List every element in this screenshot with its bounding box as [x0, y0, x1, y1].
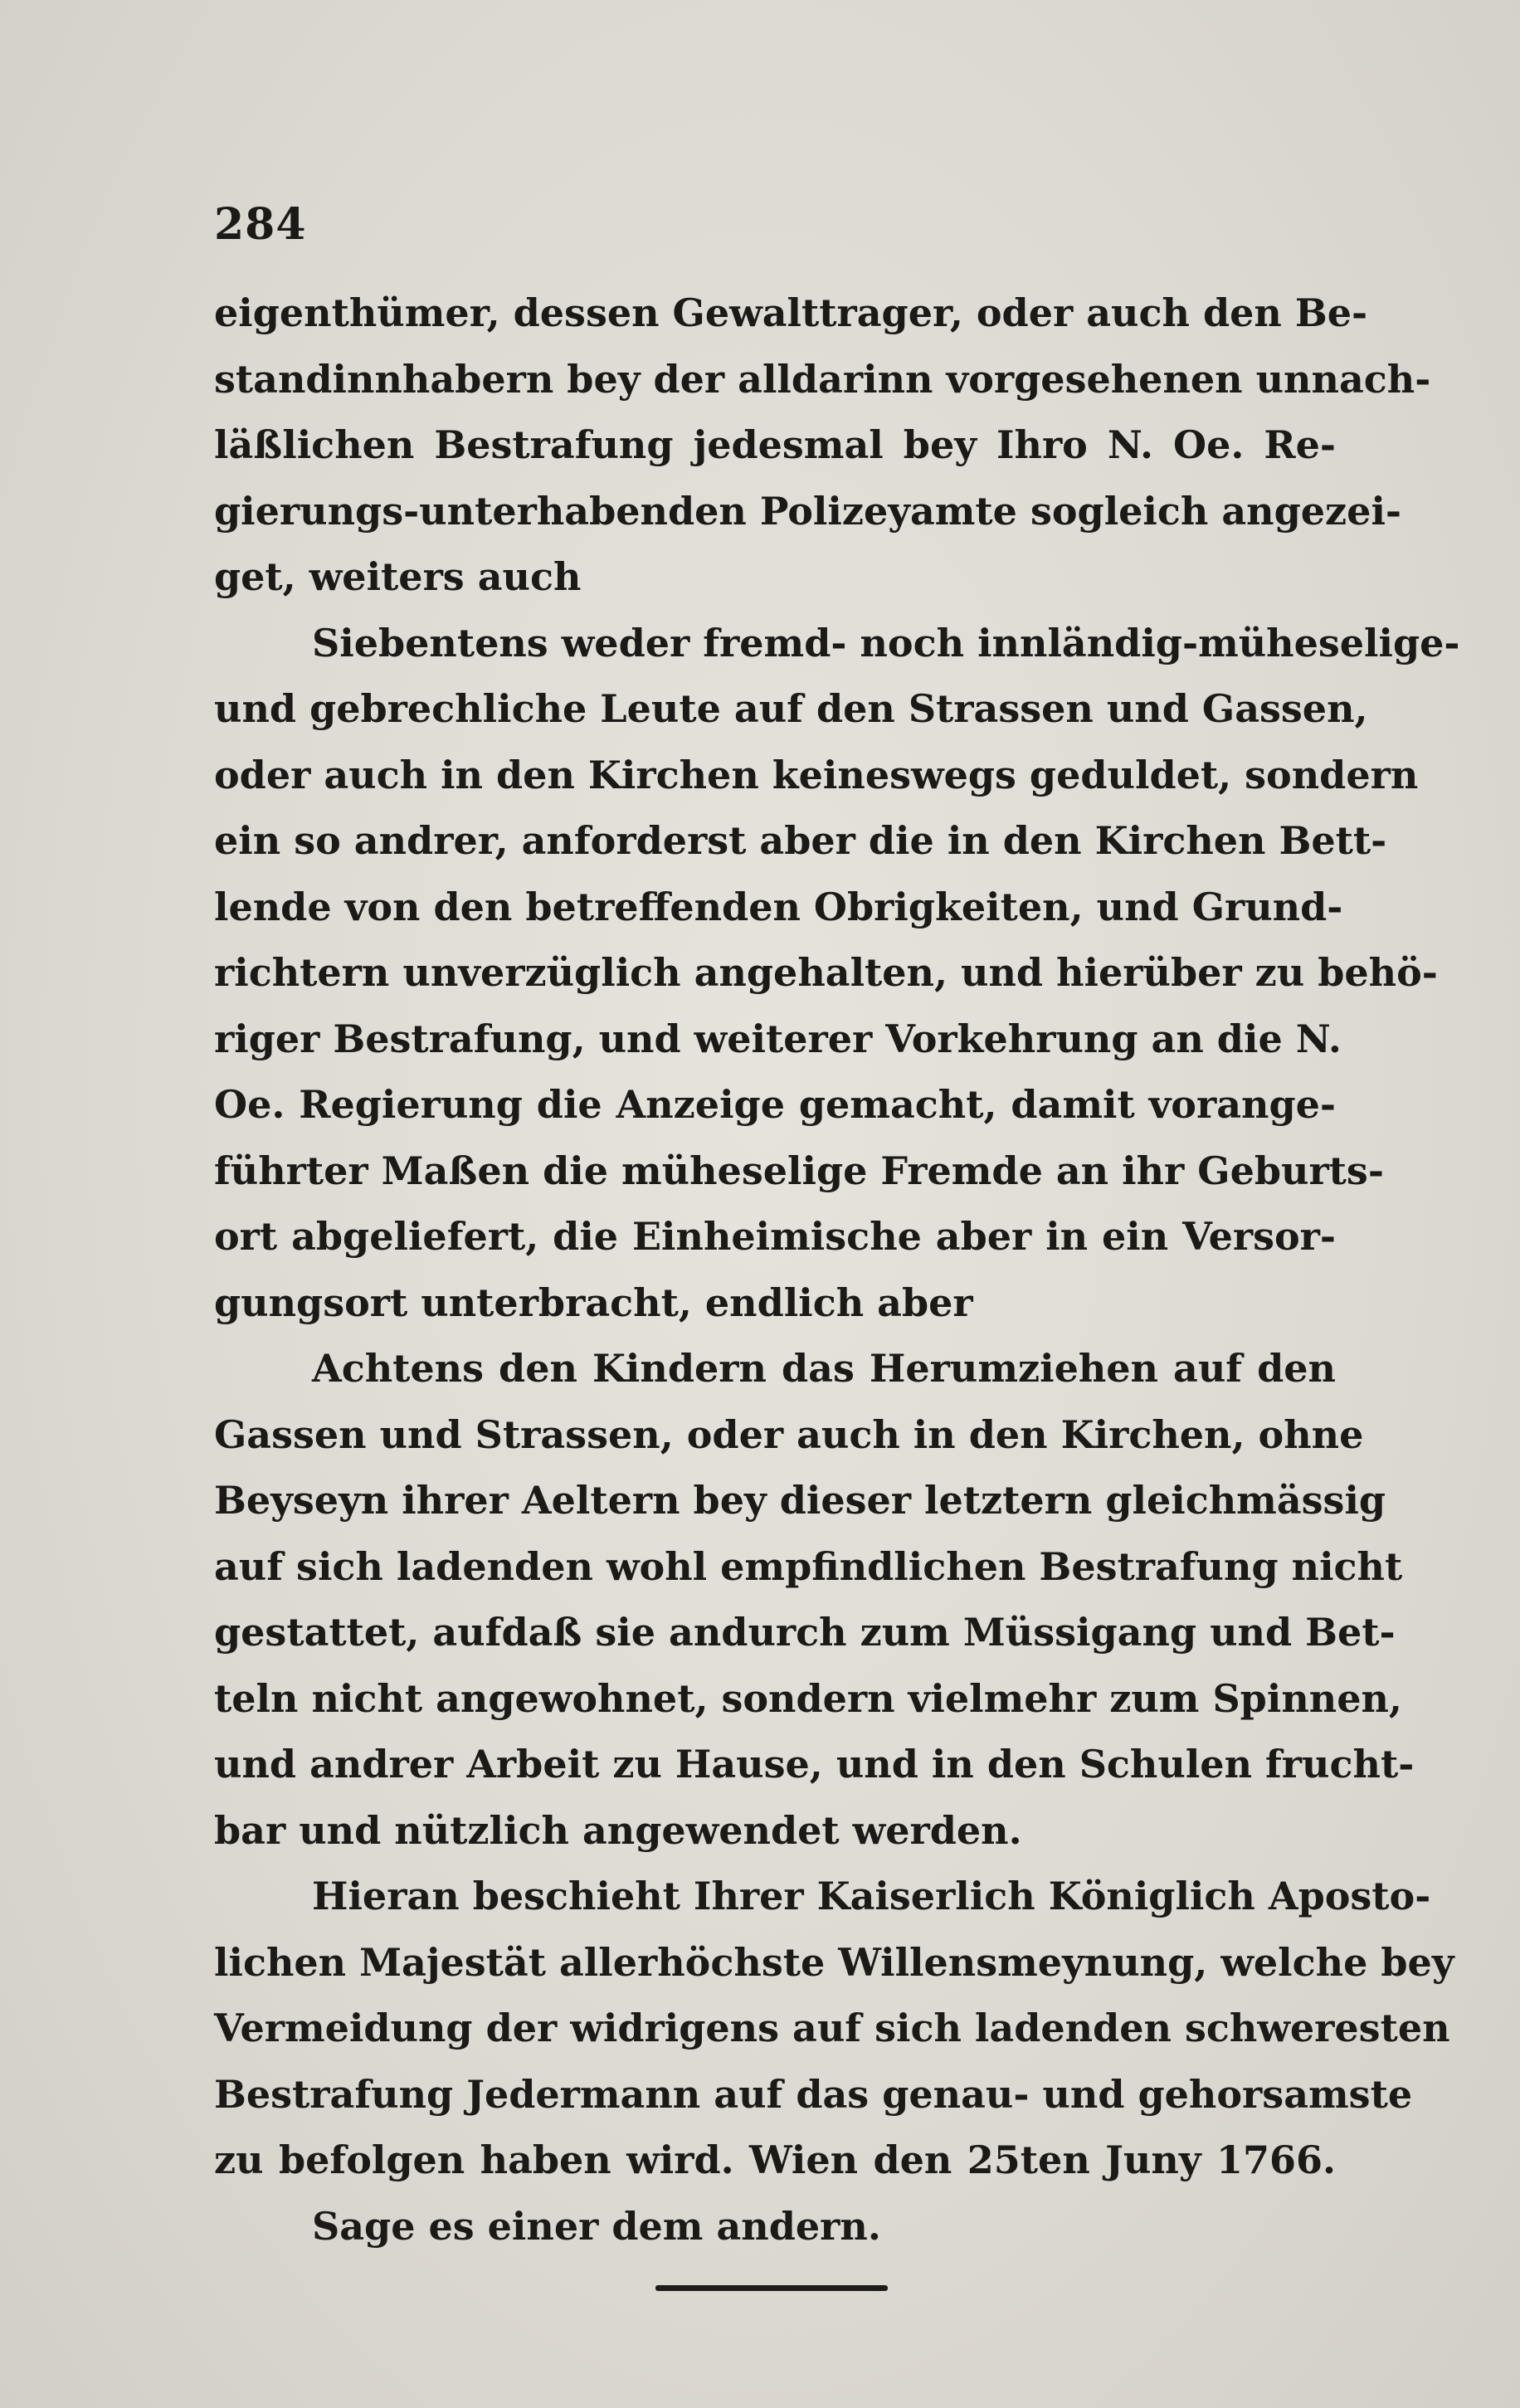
text-line: Bestrafung Jedermann auf das genau- und gehorsamste	[214, 2071, 1413, 2117]
text-line: Oe. Regierung die Anzeige gemacht, damit vorange-	[214, 1082, 1336, 1127]
text-line: ort abgeliefert, die Einheimische aber in ein Versor-	[214, 1214, 1336, 1259]
text-line: eigenthümer, dessen Gewalttrager, oder auch den Be-	[214, 290, 1368, 335]
text-line: führter Maßen die müheselige Fremde an ihr Geburts-	[214, 1148, 1384, 1193]
text-line: ein so andrer, anforderst aber die in den Kirchen Bett-	[214, 818, 1387, 863]
text-line: auf sich ladenden wohl empfindlichen Bestrafung nicht	[214, 1543, 1403, 1589]
text-line: get, weiters auch	[214, 554, 582, 599]
text-line: standinnhabern bey der alldarinn vorgesehenen unnach-	[214, 356, 1431, 402]
text-line: läßlichen Bestrafung jedesmal bey Ihro N. Oe. Re-	[214, 422, 1336, 467]
text-line: lende von den betreffenden Obrigkeiten, und Grund-	[214, 884, 1343, 929]
text-line: oder auch in den Kirchen keineswegs geduldet, sondern	[214, 752, 1419, 797]
text-line: Vermeidung der widrigens auf sich ladenden schweresten	[214, 2006, 1450, 2050]
text-line: Gassen und Strassen, oder auch in den Kirchen, ohne	[214, 1411, 1364, 1457]
text-line: bar und nützlich angewendet werden.	[214, 1807, 1022, 1853]
text-line: lichen Majestät allerhöchste Willensmeynung, welche bey	[214, 1939, 1454, 1985]
text-line: riger Bestrafung, und weiterer Vorkehrung an die N.	[214, 1016, 1342, 1061]
text-line: Achtens den Kindern das Herumziehen auf den	[312, 1346, 1336, 1391]
text-line: und andrer Arbeit zu Hause, und in den Schulen frucht-	[214, 1742, 1415, 1787]
text-line: Sage es einer dem andern.	[312, 2203, 881, 2249]
text-line: teln nicht angewohnet, sondern vielmehr zum Spinnen,	[214, 1675, 1402, 1721]
text-line: gungsort unterbracht, endlich aber	[214, 1280, 973, 1325]
text-line: richtern unverzüglich angehalten, und hierüber zu behö-	[214, 950, 1438, 995]
text-line: gestattet, aufdaß sie andurch zum Müssigang und Bet-	[214, 1610, 1396, 1655]
text-line: gierungs-unterhabenden Polizeyamte sogleich angezei-	[214, 488, 1402, 534]
text-line: zu befolgen haben wird. Wien den 25ten Juny 1766.	[214, 2137, 1336, 2182]
closing-rule	[655, 2285, 888, 2291]
text-line: Siebentens weder fremd- noch innländig-müheselige-	[312, 620, 1460, 665]
page-number: 284	[214, 199, 307, 250]
text-line: und gebrechliche Leute auf den Strassen und Gassen,	[214, 686, 1368, 731]
body-text	[214, 280, 1460, 2259]
text-line: Hieran beschieht Ihrer Kaiserlich Königlich Aposto-	[312, 1874, 1431, 1918]
text-line: Beyseyn ihrer Aeltern bey dieser letztern gleichmässig	[214, 1478, 1386, 1523]
